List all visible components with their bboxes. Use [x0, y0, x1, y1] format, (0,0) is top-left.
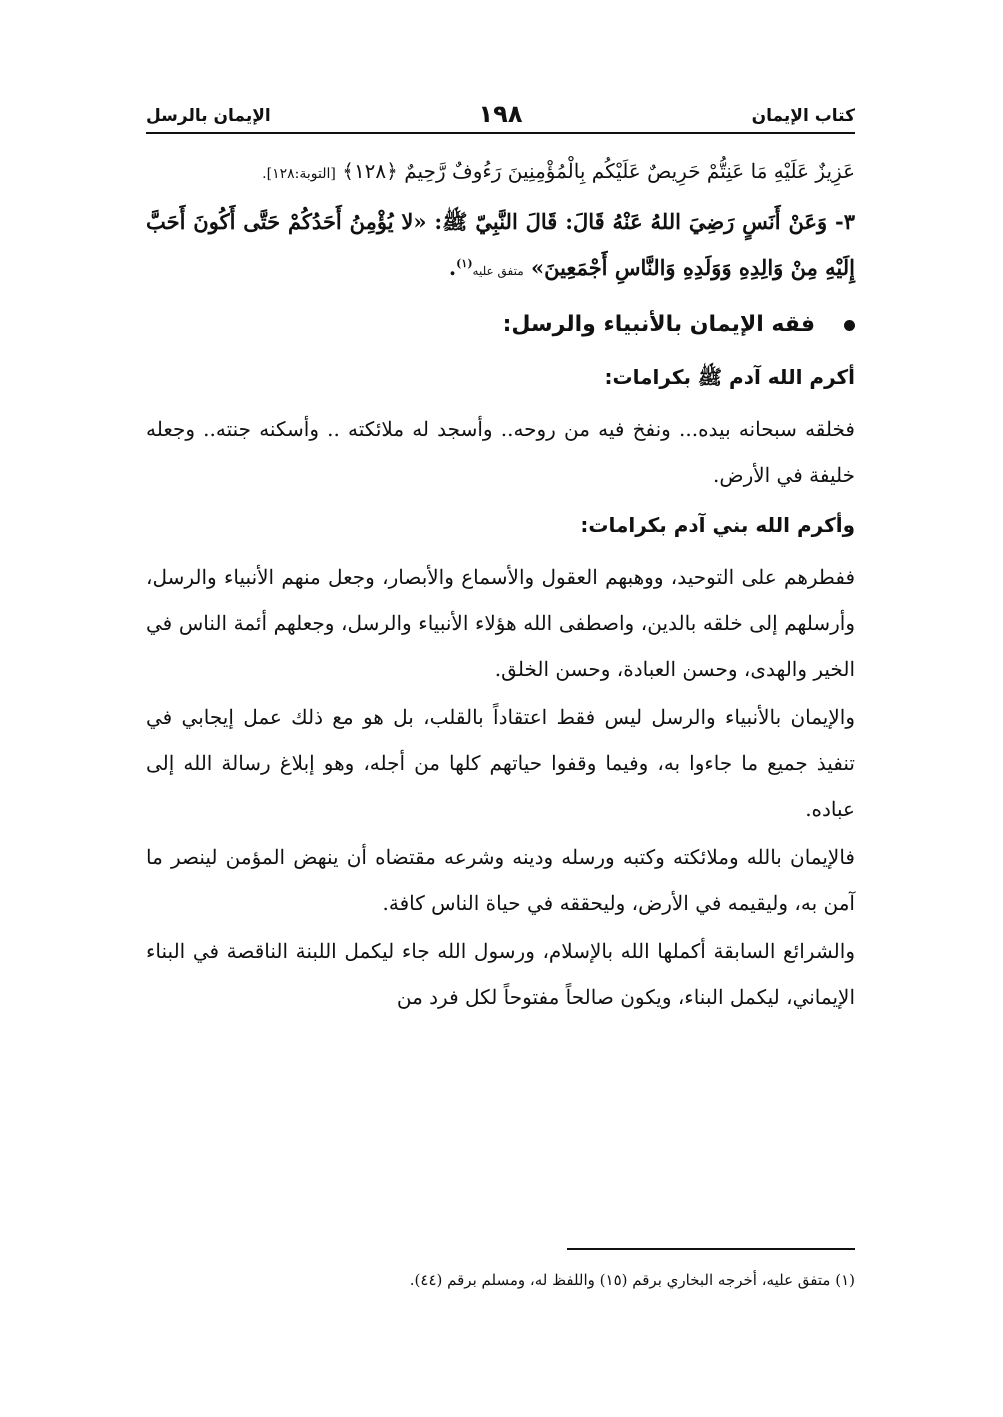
hadith-block: ٣- وَعَنْ أَنَسٍ رَضِيَ اللهُ عَنْهُ قَالَ: قَالَ النَّبِيّ ﷺ: «لا يُؤْمِنُ أَحَدُكُمْ حَتَّى أَكُونَ أَحَبَّ إِلَيْهِ مِنْ وَالِدِهِ وَوَلَدِهِ وَالنَّاسِ أَجْمَعِينَ» متفق عليه$^{(١)}$.: [146, 209, 855, 280]
subheading-children-of-adam: وأكرم الله بني آدم بكرامات:: [580, 513, 855, 537]
hadith-text: ٣- وَعَنْ أَنَسٍ رَضِيَ اللهُ عَنْهُ قَالَ: قَالَ النَّبِيّ ﷺ: «لا يُؤْمِنُ أَحَدُكُمْ حَتَّى أَكُونَ أَحَبَّ إِلَيْهِ مِنْ وَالِدِهِ وَوَلَدِهِ وَالنَّاسِ أَجْمَعِينَ»: [146, 209, 855, 280]
paragraph-shariah: والشرائع السابقة أكملها الله بالإسلام، ورسول الله جاء ليكمل اللبنة الناقصة في البناء الإيماني، ليكمل البناء، ويكون صالحاً مفتوحاً لكل فرد من: [146, 939, 855, 1009]
footnote-divider: [567, 1248, 855, 1250]
quran-verse: [146, 148, 855, 197]
footnote-text: (١) متفق عليه، أخرجه البخاري برقم (١٥) واللفظ له، ومسلم برقم (٤٤).: [409, 1271, 855, 1289]
header-divider: [146, 132, 855, 134]
chapter-title: الإيمان بالرسل: [146, 106, 271, 126]
book-title: كتاب الإيمان: [751, 106, 855, 126]
paragraph-iman-allah: فالإيمان بالله وملائكته وكتبه ورسله ودينه وشرعه مقتضاه أن ينهض المؤمن لينصر ما آمن به، وليقيمه في الأرض، وليحققه في حياة الناس كافة.: [146, 845, 855, 915]
verse-text: عَزِيزٌ عَلَيْهِ مَا عَنِتُّمْ حَرِيصٌ عَلَيْكُم بِالْمُؤْمِنِينَ رَءُوفٌ رَّحِيمٌ ﴿١٢٨﴾: [342, 159, 855, 183]
main-text: [146, 148, 855, 1022]
subheading-adam: أكرم الله آدم ﷺ بكرامات:: [604, 365, 855, 389]
hadith-source: متفق عليه: [472, 264, 524, 278]
verse-reference: [التوبة:١٢٨].: [262, 166, 336, 182]
section-heading: [146, 302, 855, 348]
paragraph-iman-prophets: والإيمان بالأنبياء والرسل ليس فقط اعتقاداً بالقلب، بل هو مع ذلك عمل إيجابي في تنفيذ جميع ما جاءوا به، وفيما وقفوا حياتهم كلها من أجله، وهو إبلاغ رسالة الله إلى عباده.: [146, 705, 855, 821]
page-header: [146, 100, 855, 134]
bullet-icon: [844, 320, 855, 331]
paragraph-adam: فخلقه سبحانه بيده... ونفخ فيه من روحه.. وأسجد له ملائكته .. وأسكنه جنته.. وجعله خليفة في الأرض.: [146, 417, 855, 487]
section-heading-text: فقه الإيمان بالأنبياء والرسل:: [502, 312, 815, 337]
page-number: ١٩٨: [478, 100, 523, 128]
paragraph-fitrah: ففطرهم على التوحيد، ووهبهم العقول والأسماع والأبصار، وجعل منهم الأنبياء والرسل، وأرسلهم إلى خلقه بالدين، واصطفى الله هؤلاء الأنبياء والرسل، وجعلهم أئمة الناس في الخير والهدى، وحسن العبادة، وحسن الخلق.: [146, 565, 855, 681]
footnote-marker: (١): [456, 257, 473, 270]
